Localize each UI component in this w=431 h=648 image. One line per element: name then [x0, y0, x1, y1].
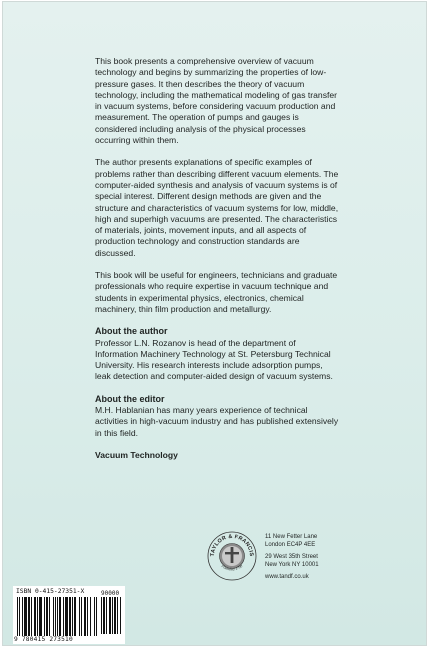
- barcode-bar: [65, 597, 68, 636]
- address-line: 29 West 35th Street: [265, 554, 318, 561]
- barcode-bar: [106, 597, 107, 634]
- barcode-bar: [101, 597, 102, 634]
- series-title: Vacuum Technology: [95, 449, 178, 460]
- barcode-bar: [81, 597, 82, 636]
- blurb-text: [95, 56, 340, 461]
- barcode-bar: [46, 597, 48, 636]
- barcode-bar: [39, 597, 42, 636]
- about-author-text: Professor L.N. Rozanov is head of the department of Information Machinery Technology at St. Petersburg Technical University. His research interests include adsorption pumps, leak detection and computer-aided design of vacuum systems.: [95, 337, 333, 382]
- barcode-bar: [94, 597, 95, 636]
- barcode-bar: [72, 597, 73, 636]
- barcode-bar: [31, 597, 32, 636]
- barcode-bar: [44, 597, 45, 636]
- barcode-bar: [59, 597, 61, 636]
- barcode-bar: [120, 597, 121, 634]
- barcode-bar: [74, 597, 76, 636]
- barcode-bar: [57, 597, 58, 636]
- ean-barcode: [17, 597, 97, 636]
- isbn-label: ISBN 0-415-27351-X: [16, 588, 85, 595]
- about-editor-text: M.H. Hablanian has many years experience of technical activities in high-vacuum industry and has published extensively in this field.: [95, 405, 339, 438]
- barcode-bar: [109, 597, 111, 634]
- barcode-bar: [37, 597, 38, 636]
- logo-name: TAYLOR & FRANCIS: [209, 533, 255, 557]
- barcode-bar: [22, 597, 23, 636]
- barcode-bar: [117, 597, 118, 634]
- barcode-bar: [34, 597, 36, 636]
- address-line: London EC4P 4EE: [265, 541, 316, 548]
- barcode-bar: [87, 597, 88, 636]
- about-editor-heading: About the editor: [95, 393, 165, 404]
- addon-number: 90000: [101, 590, 120, 597]
- blurb-paragraph: This book will be useful for engineers, technicians and graduate professionals who require expertise in vacuum technique and students in experimental physics, electronics, chemical machinery, thin film production and metallurgy.: [95, 270, 338, 314]
- barcode-bar: [63, 597, 64, 636]
- barcode-bar: [53, 597, 54, 636]
- taylor-francis-logo: [206, 530, 258, 582]
- about-author-section: [95, 326, 340, 382]
- barcode-bar: [90, 597, 91, 636]
- barcode-bar: [103, 597, 105, 634]
- address-line: New York NY 10001: [265, 561, 319, 568]
- blurb-paragraph: The author presents explanations of specific examples of problems rather than describing different vacuum elements. The computer-aided synthesis and analysis of vacuum systems is of special interest. Different design methods are given and the structure and characteristics of vacuum systems for low, middle, high and superhigh vacuums are presented. The characteristics of materials, joints, movement inputs, and all aspects of production technology and construction standards are discussed.: [95, 157, 339, 258]
- ean-number: 9 780415 273510: [14, 636, 73, 643]
- barcode-bar: [49, 597, 50, 636]
- blurb-paragraph: This book presents a comprehensive overview of vacuum technology and begins by summarizing the properties of low-pressure gases. It then describes the theory of vacuum technology, including the mathematical modeling of gas transfer in vacuum systems, before considering vacuum production and measurement. The operation of pumps and gauges is considered including analysis of the physical processes occurring within them.: [95, 56, 338, 146]
- barcode-bar: [79, 597, 80, 636]
- address-line: 11 New Fetter Lane: [265, 534, 318, 540]
- barcode-bar: [55, 597, 56, 636]
- addon-barcode: [101, 597, 123, 634]
- logo-founded: Founded 1798: [220, 563, 244, 572]
- about-editor-section: [95, 394, 340, 439]
- barcode-bar: [112, 597, 113, 634]
- barcode-bar: [114, 597, 116, 634]
- barcode-block: [13, 586, 125, 644]
- barcode-bar: [24, 597, 27, 636]
- barcode-bar: [28, 597, 30, 636]
- back-cover: [2, 1, 427, 646]
- publisher-website: www.tandf.co.uk: [265, 574, 309, 581]
- barcode-bar: [19, 597, 20, 636]
- barcode-bar: [69, 597, 71, 636]
- barcode-bar: [17, 597, 18, 636]
- publisher-address: [265, 534, 319, 582]
- barcode-bar: [96, 597, 97, 636]
- barcode-bar: [84, 597, 86, 636]
- about-author-heading: About the author: [95, 326, 168, 337]
